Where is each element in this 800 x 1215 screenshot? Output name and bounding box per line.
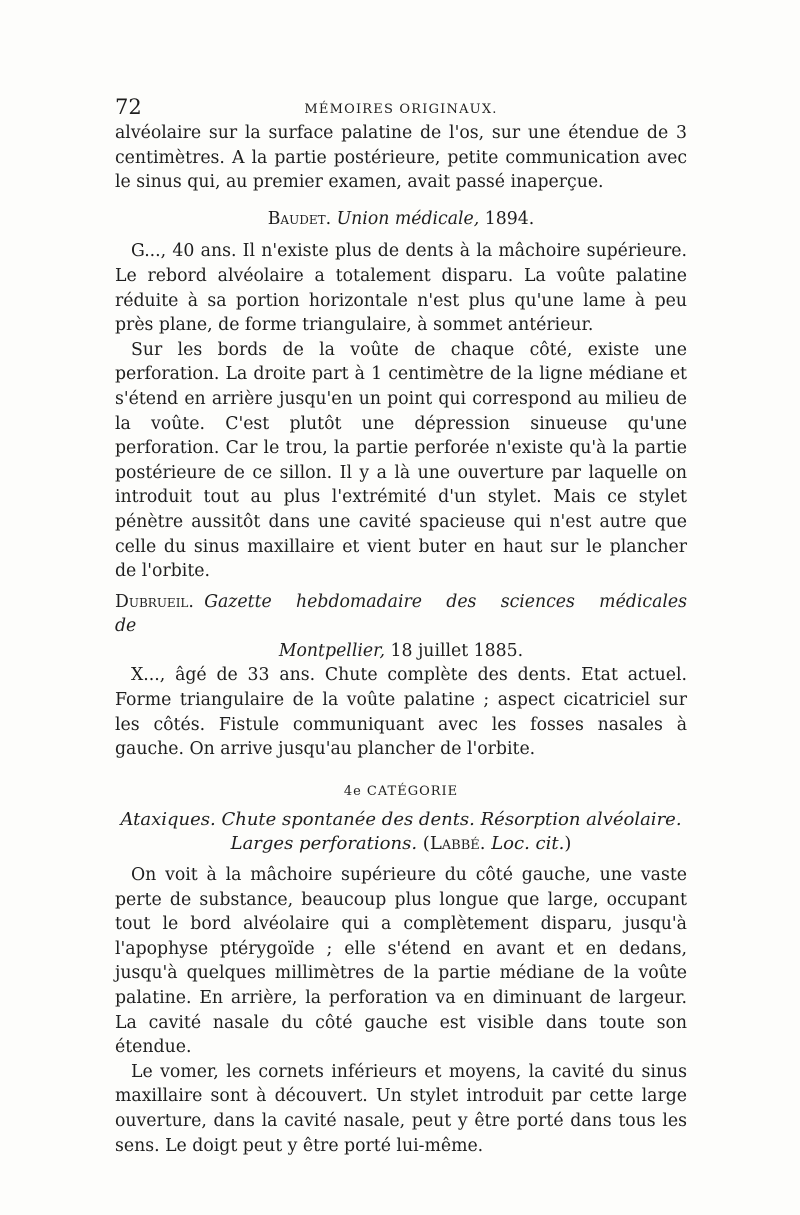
category-title-a: Ataxiques. Chute spontanée des dents. — [120, 808, 475, 830]
citation-dubrueil-line2 — [115, 639, 687, 664]
case-paragraph: On voit à la mâchoire supérieure du côté gauche, une vaste perte de substance, beaucoup plus longue que large, occupant tout le bord alvéolaire qui a complètement disparu, jusqu'à l'apophyse ptérygoïde ; elle s'étend en avant et en dedans, jusqu'à quelques millimètres de la partie médiane de la voûte palatine. En arrière, la perforation va en diminuant de largeur. La cavité nasale du côté gauche est visible dans toute son étendue. — [115, 865, 687, 1058]
citation-year: 1894. — [484, 208, 535, 229]
page — [115, 95, 687, 1158]
citation-journal: Montpellier, — [278, 640, 385, 661]
category-ref-author: Labbé. — [429, 833, 486, 855]
citation-journal: Union médicale, — [336, 208, 480, 229]
category-title-b: Résorption alvéolaire. — [480, 808, 682, 830]
running-head: MÉMOIRES ORIGINAUX. — [304, 102, 498, 117]
category-ref-loc: Loc. cit. — [491, 833, 565, 855]
category-title — [115, 808, 687, 833]
citation-date: 18 juillet 1885. — [390, 640, 524, 661]
citation-author: Baudet. — [267, 208, 332, 229]
page-number: 72 — [115, 95, 142, 119]
paragraph-continuation: alvéolaire sur la surface palatine de l'os, sur une étendue de 3 centimètres. A la partie postérieure, petite communication avec le sinus qui, au premier examen, avait passé inaperçue. — [115, 123, 687, 193]
citation-baudet — [115, 207, 687, 232]
case-paragraph: Le vomer, les cornets inférieurs et moyens, la cavité du sinus maxillaire sont à découvert. Un stylet introduit par cette large ouverture, dans la cavité nasale, peut y être porté dans tous les sens. Le doigt peut y être porté lui-même. — [115, 1061, 687, 1156]
citation-dubrueil — [115, 590, 687, 639]
case-paragraph: G..., 40 ans. Il n'existe plus de dents à la mâchoire supérieure. Le rebord alvéolaire a totalement disparu. La voûte palatine réduite à sa portion horizontale n'est plus qu'une lame à peu près plane, de forme triangulaire, à sommet antérieur. — [115, 241, 687, 336]
citation-journal: Gazette hebdomadaire des sciences médicales de — [115, 591, 687, 637]
page-header — [115, 95, 687, 121]
case-paragraph: Sur les bords de la voûte de chaque côté, existe une perforation. La droite part à 1 centimètre de la ligne médiane et s'étend en arrière jusqu'en un point qui correspond au milieu de la voûte. C'est plutôt une dépression sinueuse qu'une perforation. Car le trou, la partie perforée n'existe qu'à la partie postérieure de ce sillon. Il y a là une ouverture par laquelle on introduit tout au plus l'extrémité d'un stylet. Mais ce stylet pénètre aussitôt dans une cavité spacieuse qui n'est autre que celle du sinus maxillaire et vient buter en haut sur le plancher de l'orbite. — [115, 339, 687, 582]
category-title-c: Larges perforations. — [230, 833, 418, 855]
case-paragraph: X..., âgé de 33 ans. Chute complète des dents. Etat actuel. Forme triangulaire de la voûte palatine ; aspect cicatriciel sur les côtés. Fistule communiquant avec les fosses nasales à gauche. On arrive jusqu'au plancher de l'orbite. — [115, 665, 687, 760]
citation-author: Dubrueil. — [115, 591, 194, 612]
category-subtitle: Larges perforations. (Labbé. Loc. cit.) — [230, 833, 572, 855]
category-heading: 4e CATÉGORIE — [343, 783, 459, 799]
